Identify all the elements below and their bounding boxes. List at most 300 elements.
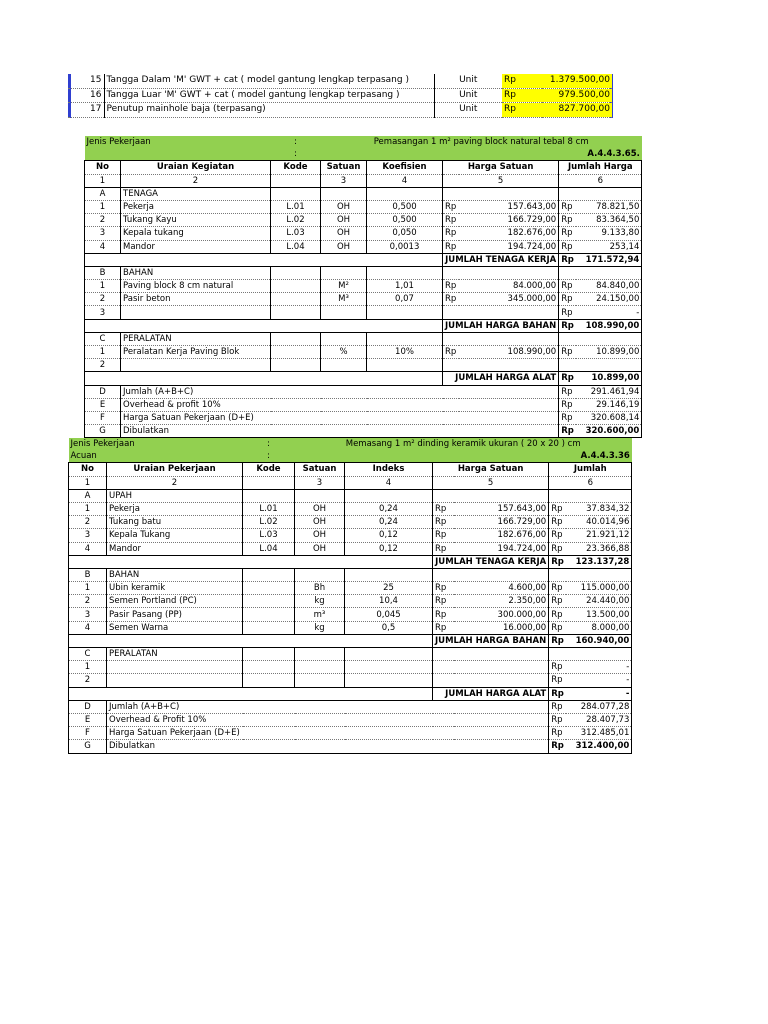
- blank-cell[interactable]: [85, 319, 443, 332]
- item-satuan[interactable]: M²: [321, 280, 367, 293]
- section-letter[interactable]: C: [85, 332, 121, 345]
- item-name[interactable]: Semen Portland (PC): [107, 595, 243, 608]
- currency-label[interactable]: Rp: [549, 621, 566, 634]
- item-name[interactable]: Pekerja: [107, 502, 243, 515]
- section-label[interactable]: UPAH: [107, 489, 243, 502]
- item-no[interactable]: 2: [85, 214, 121, 227]
- colon[interactable]: :: [271, 148, 321, 161]
- item-kode[interactable]: [271, 359, 321, 372]
- item-harga[interactable]: 157.643,00: [454, 502, 549, 515]
- currency-label[interactable]: Rp: [433, 621, 454, 634]
- currency-label[interactable]: Rp: [559, 411, 576, 424]
- currency-label[interactable]: Rp: [549, 634, 566, 647]
- blank-cell[interactable]: [85, 372, 443, 385]
- currency-label[interactable]: Rp: [549, 516, 566, 529]
- item-kode[interactable]: [243, 608, 295, 621]
- blank-cell[interactable]: [433, 489, 549, 502]
- section-label[interactable]: BAHAN: [107, 568, 243, 581]
- currency-label[interactable]: Rp: [433, 595, 454, 608]
- item-satuan[interactable]: %: [321, 346, 367, 359]
- item-name[interactable]: Semen Warna: [107, 621, 243, 634]
- currency-label[interactable]: Rp: [502, 74, 542, 88]
- item-jumlah[interactable]: 9.133,80: [576, 227, 642, 240]
- item-harga[interactable]: 194.724,00: [454, 542, 549, 555]
- blank-cell[interactable]: [549, 489, 632, 502]
- item-kode[interactable]: L.01: [243, 502, 295, 515]
- currency-label[interactable]: [559, 359, 576, 372]
- blank-cell[interactable]: [295, 450, 454, 463]
- currency-label[interactable]: Rp: [443, 214, 460, 227]
- blank-cell[interactable]: [243, 648, 295, 661]
- summary-label[interactable]: Dibulatkan: [107, 740, 549, 753]
- item-satuan[interactable]: OH: [321, 227, 367, 240]
- currency-label[interactable]: Rp: [559, 306, 576, 319]
- item-no[interactable]: 1: [85, 200, 121, 213]
- currency-label[interactable]: Rp: [549, 713, 566, 726]
- item-jumlah[interactable]: -: [566, 674, 632, 687]
- jenis-pekerjaan-label[interactable]: Jenis Pekerjaan: [69, 438, 243, 450]
- item-name[interactable]: Ubin keramik: [107, 582, 243, 595]
- item-jumlah[interactable]: 115.000,00: [566, 582, 632, 595]
- colnum[interactable]: 3: [295, 476, 345, 489]
- blank-cell[interactable]: [295, 648, 345, 661]
- item-price[interactable]: 979.500,00: [542, 88, 612, 103]
- item-koefisien[interactable]: [345, 661, 433, 674]
- subtotal-label[interactable]: JUMLAH HARGA BAHAN: [433, 634, 549, 647]
- item-satuan[interactable]: [321, 359, 367, 372]
- item-name[interactable]: Peralatan Kerja Paving Blok: [121, 346, 271, 359]
- item-no[interactable]: 1: [85, 346, 121, 359]
- currency-label[interactable]: Rp: [433, 608, 454, 621]
- header-koefisien[interactable]: Koefisien: [367, 161, 443, 174]
- item-name[interactable]: Paving block 8 cm natural: [121, 280, 271, 293]
- item-harga[interactable]: 2.350,00: [454, 595, 549, 608]
- currency-label[interactable]: Rp: [549, 740, 566, 753]
- summary-value[interactable]: 312.400,00: [566, 740, 632, 753]
- analysis-code[interactable]: A.4.4.3.36: [454, 450, 632, 463]
- section-letter[interactable]: A: [85, 187, 121, 200]
- blank-cell[interactable]: [433, 568, 549, 581]
- blank-cell[interactable]: [85, 148, 271, 161]
- currency-label[interactable]: Rp: [559, 253, 576, 266]
- section-letter[interactable]: A: [69, 489, 107, 502]
- item-unit[interactable]: Unit: [434, 88, 502, 103]
- colnum[interactable]: 4: [367, 174, 443, 187]
- item-harga[interactable]: 182.676,00: [454, 529, 549, 542]
- blank-cell[interactable]: [559, 266, 642, 279]
- item-name[interactable]: Mandor: [121, 240, 271, 253]
- item-name[interactable]: Kepala Tukang: [107, 529, 243, 542]
- currency-label[interactable]: Rp: [549, 502, 566, 515]
- item-harga[interactable]: [454, 661, 549, 674]
- item-kode[interactable]: L.01: [271, 200, 321, 213]
- item-satuan[interactable]: m³: [295, 608, 345, 621]
- item-kode[interactable]: [243, 621, 295, 634]
- subtotal-value[interactable]: -: [566, 687, 632, 700]
- item-no[interactable]: 4: [85, 240, 121, 253]
- currency-label[interactable]: Rp: [502, 88, 542, 103]
- item-koefisien[interactable]: 0,500: [367, 214, 443, 227]
- currency-label[interactable]: Rp: [549, 674, 566, 687]
- item-harga[interactable]: 300.000,00: [454, 608, 549, 621]
- item-no[interactable]: 3: [69, 608, 107, 621]
- currency-label[interactable]: Rp: [559, 227, 576, 240]
- currency-label[interactable]: Rp: [443, 346, 460, 359]
- item-kode[interactable]: L.04: [271, 240, 321, 253]
- colnum[interactable]: 4: [345, 476, 433, 489]
- blank-cell[interactable]: [295, 568, 345, 581]
- colnum[interactable]: 2: [121, 174, 271, 187]
- item-description[interactable]: Tangga Dalam 'M' GWT + cat ( model gantung lengkap terpasang ): [104, 74, 434, 88]
- item-jumlah[interactable]: -: [566, 661, 632, 674]
- subtotal-value[interactable]: 123.137,28: [566, 555, 632, 568]
- item-jumlah[interactable]: 10.899,00: [576, 346, 642, 359]
- currency-label[interactable]: Rp: [559, 346, 576, 359]
- blank-cell[interactable]: [321, 148, 460, 161]
- item-kode[interactable]: [243, 582, 295, 595]
- item-jumlah[interactable]: 253,14: [576, 240, 642, 253]
- currency-label[interactable]: Rp: [549, 529, 566, 542]
- header-harga-satuan[interactable]: Harga Satuan: [433, 463, 549, 476]
- item-koefisien[interactable]: 0,5: [345, 621, 433, 634]
- blank-cell[interactable]: [559, 187, 642, 200]
- item-no[interactable]: 1: [69, 661, 107, 674]
- item-unit[interactable]: Unit: [434, 103, 502, 118]
- summary-letter[interactable]: D: [85, 385, 121, 398]
- item-name[interactable]: [107, 661, 243, 674]
- item-jumlah[interactable]: -: [576, 306, 642, 319]
- blank-cell[interactable]: [243, 489, 295, 502]
- header-kode[interactable]: Kode: [243, 463, 295, 476]
- summary-label[interactable]: Dibulatkan: [121, 425, 559, 438]
- item-no[interactable]: 2: [69, 595, 107, 608]
- blank-cell[interactable]: [367, 332, 443, 345]
- summary-label[interactable]: Harga Satuan Pekerjaan (D+E): [107, 727, 549, 740]
- currency-label[interactable]: Rp: [549, 700, 566, 713]
- summary-label[interactable]: Jumlah (A+B+C): [107, 700, 549, 713]
- item-koefisien[interactable]: 0,12: [345, 542, 433, 555]
- item-price[interactable]: 1.379.500,00: [542, 74, 612, 88]
- colnum[interactable]: 3: [321, 174, 367, 187]
- item-description[interactable]: Penutup mainhole baja (terpasang): [104, 103, 434, 118]
- currency-label[interactable]: Rp: [559, 200, 576, 213]
- blank-cell[interactable]: [549, 648, 632, 661]
- summary-letter[interactable]: F: [69, 727, 107, 740]
- item-harga[interactable]: 182.676,00: [459, 227, 558, 240]
- item-koefisien[interactable]: 0,0013: [367, 240, 443, 253]
- currency-label[interactable]: Rp: [559, 240, 576, 253]
- currency-label[interactable]: Rp: [549, 661, 566, 674]
- item-kode[interactable]: [243, 674, 295, 687]
- colon[interactable]: :: [243, 450, 295, 463]
- item-jumlah[interactable]: 37.834,32: [566, 502, 632, 515]
- summary-label[interactable]: Overhead & profit 10%: [121, 398, 559, 411]
- subtotal-value[interactable]: 108.990,00: [576, 319, 642, 332]
- header-satuan[interactable]: Satuan: [295, 463, 345, 476]
- blank-cell[interactable]: [69, 687, 433, 700]
- item-satuan[interactable]: OH: [321, 200, 367, 213]
- item-koefisien[interactable]: 0,050: [367, 227, 443, 240]
- blank-cell[interactable]: [443, 187, 559, 200]
- item-harga[interactable]: 166.729,00: [454, 516, 549, 529]
- blank-cell[interactable]: [443, 266, 559, 279]
- colnum[interactable]: 5: [443, 174, 559, 187]
- blank-cell[interactable]: [271, 266, 321, 279]
- item-kode[interactable]: [271, 280, 321, 293]
- currency-label[interactable]: Rp: [559, 280, 576, 293]
- item-harga[interactable]: [454, 674, 549, 687]
- section-label[interactable]: BAHAN: [121, 266, 271, 279]
- item-name[interactable]: Tukang Kayu: [121, 214, 271, 227]
- item-name[interactable]: [121, 359, 271, 372]
- item-harga[interactable]: 84.000,00: [459, 280, 558, 293]
- item-kode[interactable]: [271, 293, 321, 306]
- currency-label[interactable]: Rp: [559, 372, 576, 385]
- blank-cell[interactable]: [271, 332, 321, 345]
- summary-value[interactable]: 29.146,19: [576, 398, 642, 411]
- item-unit[interactable]: Unit: [434, 74, 502, 88]
- item-harga[interactable]: 157.643,00: [459, 200, 558, 213]
- currency-label[interactable]: Rp: [433, 542, 454, 555]
- jenis-pekerjaan-title[interactable]: Memasang 1 m² dinding keramik ukuran ( 20 x 20 ) cm: [295, 438, 632, 450]
- summary-label[interactable]: Harga Satuan Pekerjaan (D+E): [121, 411, 559, 424]
- currency-label[interactable]: Rp: [549, 542, 566, 555]
- item-koefisien[interactable]: 0,24: [345, 502, 433, 515]
- summary-letter[interactable]: G: [69, 740, 107, 753]
- currency-label[interactable]: Rp: [549, 582, 566, 595]
- item-satuan[interactable]: Bh: [295, 582, 345, 595]
- item-jumlah[interactable]: 24.150,00: [576, 293, 642, 306]
- item-no[interactable]: 3: [85, 227, 121, 240]
- item-kode[interactable]: L.04: [243, 542, 295, 555]
- currency-label[interactable]: Rp: [549, 595, 566, 608]
- currency-label[interactable]: Rp: [433, 502, 454, 515]
- subtotal-value[interactable]: 160.940,00: [566, 634, 632, 647]
- colnum[interactable]: 6: [559, 174, 642, 187]
- item-kode[interactable]: [271, 306, 321, 319]
- item-price[interactable]: 827.700,00: [542, 103, 612, 118]
- blank-cell[interactable]: [321, 187, 367, 200]
- header-jumlah[interactable]: Jumlah: [549, 463, 632, 476]
- blank-cell[interactable]: [559, 332, 642, 345]
- subtotal-label[interactable]: JUMLAH HARGA BAHAN: [443, 319, 559, 332]
- blank-cell[interactable]: [69, 634, 433, 647]
- analysis-code[interactable]: A.4.4.3.65.: [459, 148, 641, 161]
- item-jumlah[interactable]: 40.014,96: [566, 516, 632, 529]
- currency-label[interactable]: Rp: [549, 727, 566, 740]
- item-jumlah[interactable]: 83.364,50: [576, 214, 642, 227]
- currency-label[interactable]: Rp: [549, 687, 566, 700]
- summary-letter[interactable]: E: [85, 398, 121, 411]
- colnum[interactable]: [271, 174, 321, 187]
- subtotal-label[interactable]: JUMLAH HARGA ALAT: [433, 687, 549, 700]
- subtotal-value[interactable]: 10.899,00: [576, 372, 642, 385]
- header-koefisien[interactable]: Indeks: [345, 463, 433, 476]
- blank-cell[interactable]: [367, 266, 443, 279]
- item-satuan[interactable]: M³: [321, 293, 367, 306]
- colnum[interactable]: 1: [69, 476, 107, 489]
- item-jumlah[interactable]: 13.500,00: [566, 608, 632, 621]
- item-no[interactable]: 1: [85, 280, 121, 293]
- item-koefisien[interactable]: [367, 359, 443, 372]
- item-harga[interactable]: 108.990,00: [459, 346, 558, 359]
- item-jumlah[interactable]: 78.821,50: [576, 200, 642, 213]
- item-name[interactable]: [121, 306, 271, 319]
- item-koefisien[interactable]: 10,4: [345, 595, 433, 608]
- currency-label[interactable]: [443, 359, 460, 372]
- currency-label[interactable]: Rp: [443, 240, 460, 253]
- blank-cell[interactable]: [367, 187, 443, 200]
- item-koefisien[interactable]: [367, 306, 443, 319]
- item-harga[interactable]: 345.000,00: [459, 293, 558, 306]
- item-satuan[interactable]: [295, 661, 345, 674]
- item-koefisien[interactable]: 1,01: [367, 280, 443, 293]
- item-satuan[interactable]: OH: [321, 240, 367, 253]
- item-jumlah[interactable]: 84.840,00: [576, 280, 642, 293]
- currency-label[interactable]: Rp: [502, 103, 542, 118]
- item-name[interactable]: Mandor: [107, 542, 243, 555]
- currency-label[interactable]: Rp: [559, 425, 576, 438]
- acuan-label[interactable]: Acuan: [69, 450, 243, 463]
- currency-label[interactable]: Rp: [433, 529, 454, 542]
- header-jumlah[interactable]: Jumlah Harga: [559, 161, 642, 174]
- section-letter[interactable]: B: [85, 266, 121, 279]
- summary-value[interactable]: 284.077,28: [566, 700, 632, 713]
- currency-label[interactable]: [433, 661, 454, 674]
- item-jumlah[interactable]: [576, 359, 642, 372]
- section-label[interactable]: PERALATAN: [121, 332, 271, 345]
- item-harga[interactable]: [459, 359, 558, 372]
- currency-label[interactable]: [443, 306, 460, 319]
- blank-cell[interactable]: [345, 489, 433, 502]
- item-jumlah[interactable]: 8.000,00: [566, 621, 632, 634]
- section-letter[interactable]: C: [69, 648, 107, 661]
- item-satuan[interactable]: [321, 306, 367, 319]
- blank-cell[interactable]: [345, 648, 433, 661]
- colon[interactable]: :: [243, 438, 295, 450]
- item-jumlah[interactable]: 21.921,12: [566, 529, 632, 542]
- section-label[interactable]: TENAGA: [121, 187, 271, 200]
- currency-label[interactable]: Rp: [559, 398, 576, 411]
- item-satuan[interactable]: OH: [295, 516, 345, 529]
- header-no[interactable]: No: [69, 463, 107, 476]
- item-kode[interactable]: [271, 346, 321, 359]
- subtotal-label[interactable]: JUMLAH TENAGA KERJA: [443, 253, 559, 266]
- jenis-pekerjaan-title[interactable]: Pemasangan 1 m² paving block natural tebal 8 cm: [321, 136, 642, 148]
- item-harga[interactable]: 194.724,00: [459, 240, 558, 253]
- blank-cell[interactable]: [271, 187, 321, 200]
- summary-value[interactable]: 291.461,94: [576, 385, 642, 398]
- item-kode[interactable]: L.03: [271, 227, 321, 240]
- item-satuan[interactable]: OH: [295, 529, 345, 542]
- blank-cell[interactable]: [549, 568, 632, 581]
- item-description[interactable]: Tangga Luar 'M' GWT + cat ( model gantung lengkap terpasang ): [104, 88, 434, 103]
- summary-letter[interactable]: D: [69, 700, 107, 713]
- summary-value[interactable]: 312.485,01: [566, 727, 632, 740]
- blank-cell[interactable]: [85, 253, 443, 266]
- item-no[interactable]: 2: [69, 674, 107, 687]
- summary-value[interactable]: 320.600,00: [576, 425, 642, 438]
- colnum[interactable]: 5: [433, 476, 549, 489]
- currency-label[interactable]: Rp: [443, 200, 460, 213]
- item-name[interactable]: Pasir Pasang (PP): [107, 608, 243, 621]
- currency-label[interactable]: Rp: [443, 293, 460, 306]
- summary-value[interactable]: 28.407,73: [566, 713, 632, 726]
- item-kode[interactable]: L.03: [243, 529, 295, 542]
- item-harga[interactable]: [459, 306, 558, 319]
- blank-cell[interactable]: [69, 555, 433, 568]
- item-harga[interactable]: 4.600,00: [454, 582, 549, 595]
- item-jumlah[interactable]: 24.440,00: [566, 595, 632, 608]
- currency-label[interactable]: Rp: [559, 214, 576, 227]
- item-satuan[interactable]: kg: [295, 595, 345, 608]
- section-label[interactable]: PERALATAN: [107, 648, 243, 661]
- item-harga[interactable]: 166.729,00: [459, 214, 558, 227]
- header-kode[interactable]: Kode: [271, 161, 321, 174]
- item-jumlah[interactable]: 23.366,88: [566, 542, 632, 555]
- currency-label[interactable]: Rp: [443, 227, 460, 240]
- item-harga[interactable]: 16.000,00: [454, 621, 549, 634]
- item-no[interactable]: 1: [69, 502, 107, 515]
- colnum[interactable]: 1: [85, 174, 121, 187]
- item-no[interactable]: 2: [69, 516, 107, 529]
- row-number[interactable]: 15: [68, 74, 104, 88]
- item-no[interactable]: 3: [85, 306, 121, 319]
- header-uraian[interactable]: Uraian Pekerjaan: [107, 463, 243, 476]
- item-koefisien[interactable]: 0,045: [345, 608, 433, 621]
- item-koefisien[interactable]: 0,500: [367, 200, 443, 213]
- blank-cell[interactable]: [443, 332, 559, 345]
- item-koefisien[interactable]: 0,24: [345, 516, 433, 529]
- summary-letter[interactable]: E: [69, 713, 107, 726]
- summary-label[interactable]: Overhead & Profit 10%: [107, 713, 549, 726]
- summary-letter[interactable]: F: [85, 411, 121, 424]
- section-letter[interactable]: B: [69, 568, 107, 581]
- item-satuan[interactable]: kg: [295, 621, 345, 634]
- currency-label[interactable]: Rp: [549, 555, 566, 568]
- item-satuan[interactable]: OH: [321, 214, 367, 227]
- currency-label[interactable]: Rp: [559, 385, 576, 398]
- subtotal-value[interactable]: 171.572,94: [576, 253, 642, 266]
- summary-label[interactable]: Jumlah (A+B+C): [121, 385, 559, 398]
- item-koefisien[interactable]: 0,07: [367, 293, 443, 306]
- item-name[interactable]: [107, 674, 243, 687]
- item-kode[interactable]: L.02: [243, 516, 295, 529]
- item-name[interactable]: Pasir beton: [121, 293, 271, 306]
- item-name[interactable]: Pekerja: [121, 200, 271, 213]
- colon[interactable]: :: [271, 136, 321, 148]
- row-number[interactable]: 17: [68, 103, 104, 118]
- item-satuan[interactable]: OH: [295, 542, 345, 555]
- blank-cell[interactable]: [321, 332, 367, 345]
- subtotal-label[interactable]: JUMLAH TENAGA KERJA: [433, 555, 549, 568]
- subtotal-label[interactable]: JUMLAH HARGA ALAT: [443, 372, 559, 385]
- header-uraian[interactable]: Uraian Kegiatan: [121, 161, 271, 174]
- item-no[interactable]: 1: [69, 582, 107, 595]
- item-koefisien[interactable]: 25: [345, 582, 433, 595]
- item-koefisien[interactable]: 0,12: [345, 529, 433, 542]
- item-kode[interactable]: [243, 661, 295, 674]
- item-no[interactable]: 4: [69, 621, 107, 634]
- summary-value[interactable]: 320.608,14: [576, 411, 642, 424]
- item-koefisien[interactable]: [345, 674, 433, 687]
- item-no[interactable]: 4: [69, 542, 107, 555]
- currency-label[interactable]: Rp: [443, 280, 460, 293]
- row-number[interactable]: 16: [68, 88, 104, 103]
- item-kode[interactable]: L.02: [271, 214, 321, 227]
- currency-label[interactable]: Rp: [559, 319, 576, 332]
- currency-label[interactable]: Rp: [549, 608, 566, 621]
